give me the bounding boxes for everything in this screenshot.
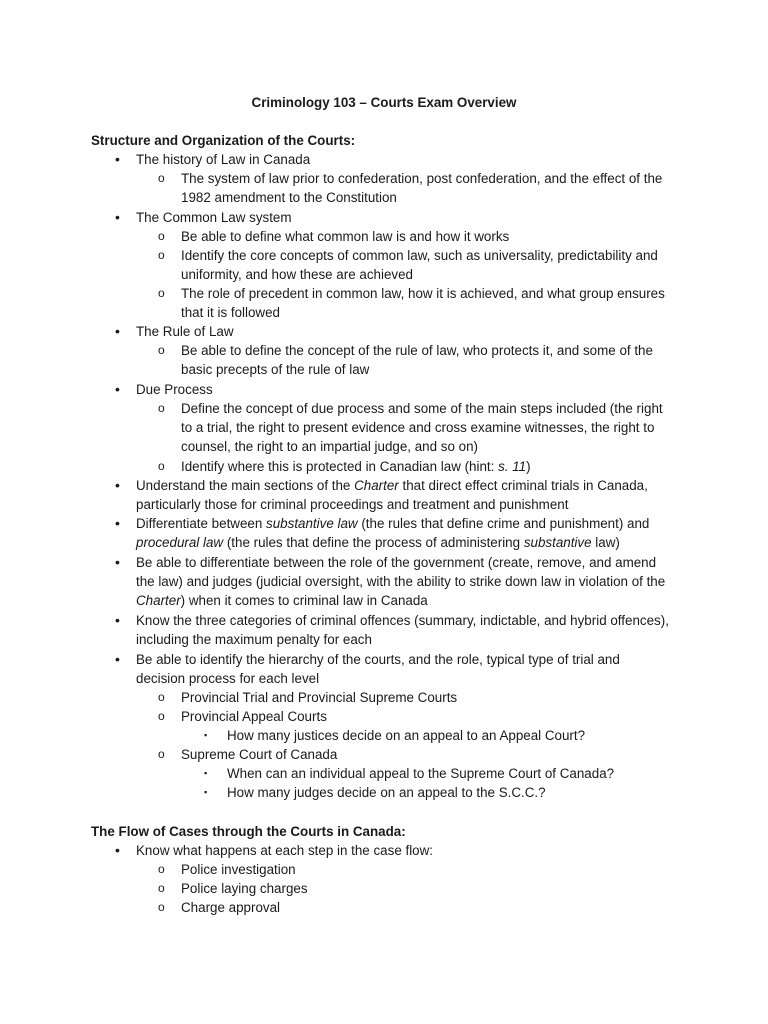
text-run: Be able to differentiate between the role of the government (create, remove, and amend the law) and judges (judicial oversight, with the ability to strike down law in violation of the: [136, 555, 666, 590]
text-run: law): [591, 535, 620, 551]
list-item-appeal-justices: How many justices decide on an appeal to an Appeal Court?: [227, 728, 586, 743]
list-item-provincial-trial: Provincial Trial and Provincial Supreme Courts: [181, 690, 458, 705]
list-item-define-common-law: Be able to define what common law is and how it works: [181, 229, 510, 244]
section-heading-flow: The Flow of Cases through the Courts in Canada:: [91, 824, 406, 839]
list-item-define-due-process: Define the concept of due process and some of the main steps included (the right to a trial, the right to present evidence and cross examine witnesses, the right to counsel, the right to an impartial judge, and so on): [181, 401, 663, 455]
text-run: ): [526, 459, 531, 474]
italic-substantive: substantive law: [266, 516, 358, 531]
square-marker: ▪: [204, 787, 208, 797]
list-item-where-protected: [181, 457, 671, 476]
square-marker: ▪: [204, 768, 208, 778]
circle-marker: o: [158, 900, 165, 914]
list-item-system-of-law: The system of law prior to confederation, post confederation, and the effect of the 1982 amendment to the Constitution: [181, 171, 663, 206]
list-item-define-rule-of-law: Be able to define the concept of the rule of law, who protects it, and some of the basic precepts of the rule of law: [181, 343, 653, 378]
bullet-marker: •: [115, 477, 120, 493]
bullet-marker: •: [115, 515, 120, 531]
list-item-provincial-appeal: Provincial Appeal Courts: [181, 709, 327, 724]
circle-marker: o: [158, 171, 165, 185]
list-item-substantive-procedural: [136, 514, 672, 552]
bullet-marker: •: [115, 209, 120, 225]
list-item-police-investigation: Police investigation: [181, 862, 296, 877]
list-item-charge-approval: Charge approval: [181, 900, 281, 915]
circle-marker: o: [158, 747, 165, 761]
text-run: Identify where this is protected in Canadian law (hint:: [181, 459, 499, 474]
section-heading-structure: Structure and Organization of the Courts:: [91, 133, 356, 148]
list-item-history: The history of Law in Canada: [136, 152, 311, 167]
circle-marker: o: [158, 229, 165, 243]
circle-marker: o: [158, 248, 165, 262]
italic-substantive: substantive: [523, 535, 592, 551]
list-item-due-process: Due Process: [136, 382, 213, 397]
list-item-court-hierarchy: Be able to identify the hierarchy of the courts, and the role, typical type of trial and decision process for each level: [136, 652, 620, 687]
circle-marker: o: [158, 709, 165, 723]
circle-marker: o: [158, 459, 165, 473]
bullet-marker: •: [115, 151, 120, 167]
list-item-precedent: The role of precedent in common law, how it is achieved, and what group ensures that it is followed: [181, 286, 665, 321]
bullet-marker: •: [115, 651, 120, 667]
list-item-charter-sections: [136, 476, 672, 514]
text-run: Differentiate between: [136, 516, 267, 531]
italic-ref: s. 11: [498, 459, 527, 474]
bullet-marker: •: [115, 612, 120, 628]
italic-charter: Charter: [136, 593, 181, 609]
list-item-core-concepts: Identify the core concepts of common law, such as universality, predictability and uniformity, and how these are achieved: [181, 248, 658, 283]
bullet-marker: •: [115, 842, 120, 858]
circle-marker: o: [158, 343, 165, 357]
bullet-marker: •: [115, 554, 120, 570]
circle-marker: o: [158, 862, 165, 876]
square-marker: ▪: [204, 730, 208, 740]
italic-procedural: procedural law: [136, 535, 224, 551]
circle-marker: o: [158, 286, 165, 300]
circle-marker: o: [158, 881, 165, 895]
list-item-scc-when: When can an individual appeal to the Supreme Court of Canada?: [227, 766, 615, 781]
text-run: ) when it comes to criminal law in Canada: [180, 593, 428, 609]
bullet-marker: •: [115, 323, 120, 339]
list-item-case-flow: Know what happens at each step in the case flow:: [136, 843, 434, 858]
list-item-offence-categories: Know the three categories of criminal offences (summary, indictable, and hybrid offences), including the maximum penalty for each: [136, 613, 669, 648]
text-run: (the rules that define crime and punishment) and: [357, 516, 650, 531]
list-item-scc-judges: How many judges decide on an appeal to the S.C.C.?: [227, 785, 546, 800]
bullet-marker: •: [115, 381, 120, 397]
text-run: Understand the main sections of the: [136, 478, 355, 493]
text-run: (the rules that define the process of administering: [223, 535, 524, 551]
circle-marker: o: [158, 401, 165, 415]
list-item-common-law: The Common Law system: [136, 210, 292, 225]
list-item-supreme-court: Supreme Court of Canada: [181, 747, 338, 762]
circle-marker: o: [158, 690, 165, 704]
italic-charter: Charter: [354, 478, 399, 493]
text-run: that direct effect criminal trials in Canada, particularly those for criminal proceedings and treatment and punishment: [136, 478, 648, 513]
list-item-rule-of-law: The Rule of Law: [136, 324, 234, 339]
list-item-government-judges: [136, 553, 672, 611]
list-item-police-charges: Police laying charges: [181, 881, 308, 896]
document-title: Criminology 103 – Courts Exam Overview: [251, 95, 517, 110]
